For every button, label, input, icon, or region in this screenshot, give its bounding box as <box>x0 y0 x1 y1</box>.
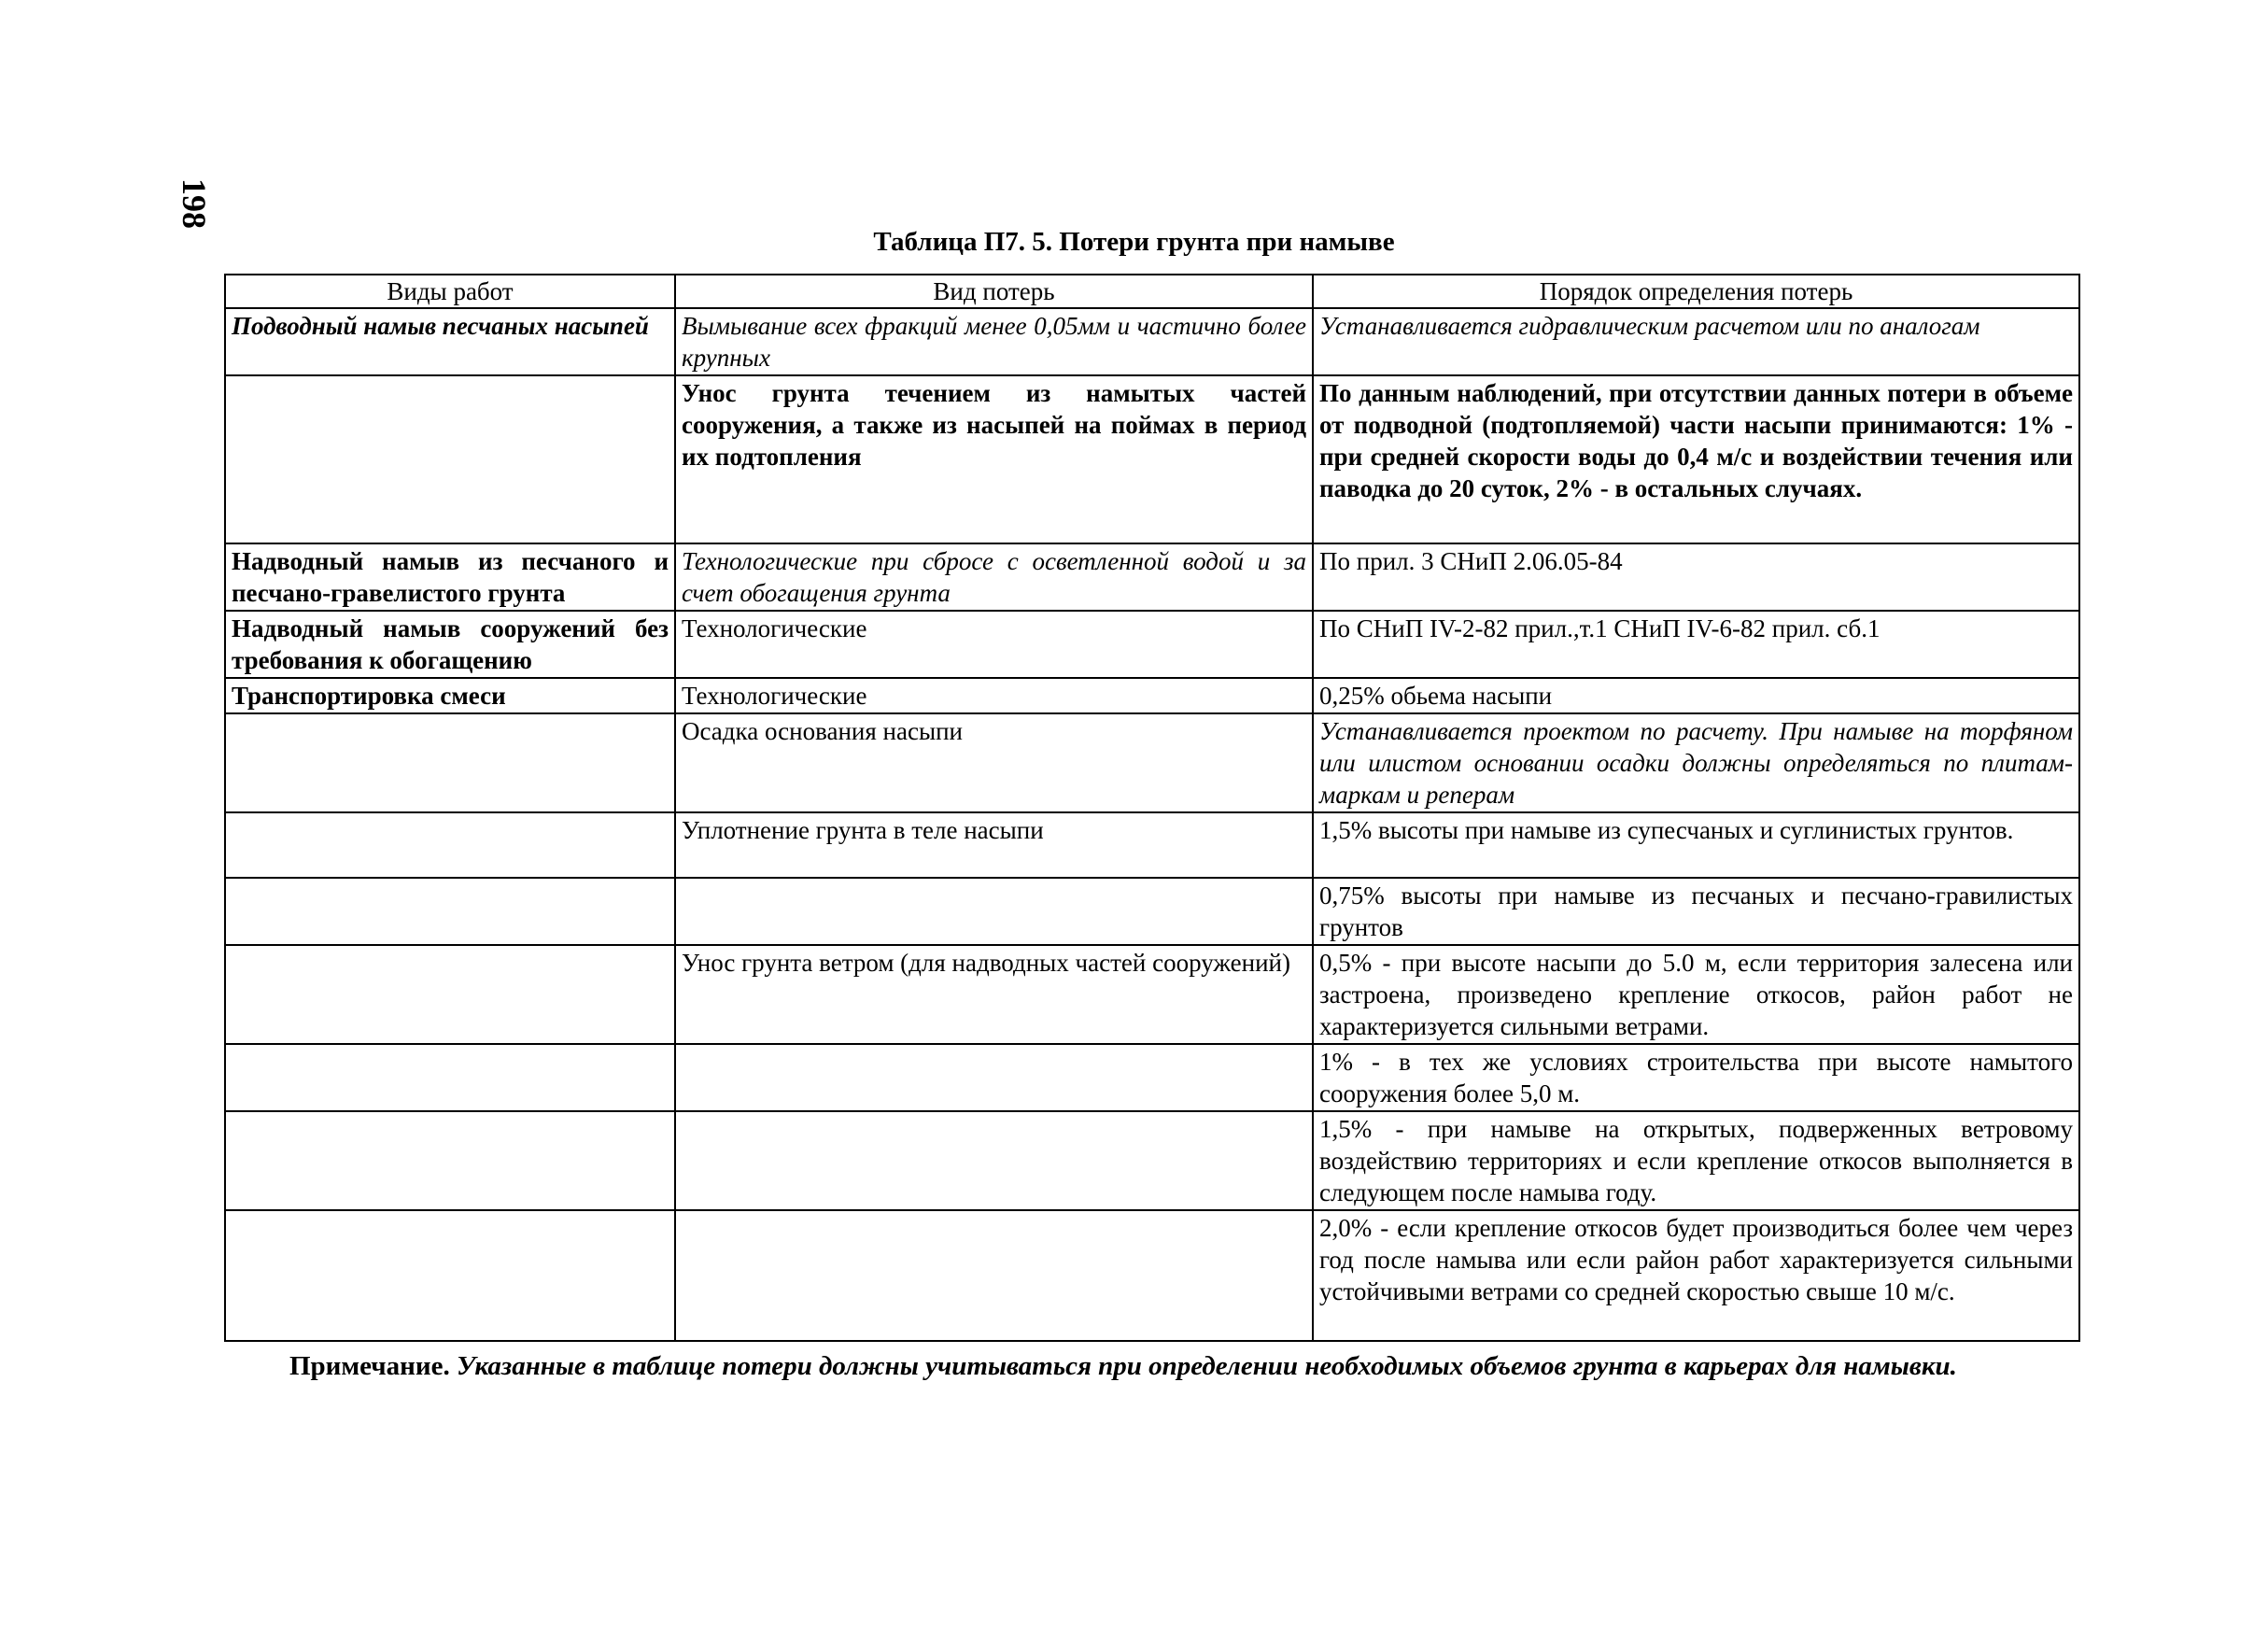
header-work-type: Виды работ <box>225 275 675 308</box>
loss-cell: Унос грунта ветром (для надводных частей сооружений) <box>675 945 1313 1044</box>
method-cell: 1% - в тех же условиях строительства при высоте намытого сооружения более 5,0 м. <box>1313 1044 2079 1111</box>
table-row <box>225 1044 2079 1111</box>
method-cell: По СНиП IV-2-82 прил.,т.1 СНиП IV-6-82 прил. сб.1 <box>1313 611 2079 678</box>
method-cell: 0,5% - при высоте насыпи до 5.0 м, если территория залесена или застроена, произведено крепление откосов, район работ не характеризуется сильными ветрами. <box>1313 945 2079 1044</box>
work-cell <box>225 713 675 812</box>
method-cell: По прил. 3 СНиП 2.06.05-84 <box>1313 543 2079 611</box>
loss-cell: Осадка основания насыпи <box>675 713 1313 812</box>
work-cell: Подводный намыв песчаных насыпей <box>225 308 675 375</box>
work-cell <box>225 1044 675 1111</box>
work-cell <box>225 375 675 543</box>
losses-table <box>224 274 2080 1342</box>
work-cell: Надводный намыв из песчаного и песчано-гравелистого грунта <box>225 543 675 611</box>
table-row <box>225 678 2079 713</box>
table-row <box>225 1111 2079 1210</box>
method-cell: По данным наблюдений, при отсутствии данных потери в объеме от подводной (подтопляемой) части насыпи принимаются: 1% - при средней скорости воды до 0,4 м/с и воздействии течения или паводка до 20 суток, 2% - в остальных случаях. <box>1313 375 2079 543</box>
loss-cell <box>675 1210 1313 1341</box>
work-cell <box>225 945 675 1044</box>
loss-cell <box>675 878 1313 945</box>
note-text: Указанные в таблице потери должны учитываться при определении необходимых объемов грунта в карьерах для намывки. <box>456 1351 1957 1381</box>
work-cell <box>225 1210 675 1341</box>
header-method: Порядок определения потерь <box>1313 275 2079 308</box>
loss-cell: Вымывание всех фракций менее 0,05мм и частично более крупных <box>675 308 1313 375</box>
loss-cell: Технологические <box>675 611 1313 678</box>
table-title: Таблица П7. 5. Потери грунта при намыве <box>873 227 1395 257</box>
table-row <box>225 543 2079 611</box>
loss-cell: Уплотнение грунта в теле насыпи <box>675 812 1313 878</box>
method-cell: 1,5% - при намыве на открытых, подверженных ветровому воздействию территориях и если крепление откосов выполняется в следующем после намыва году. <box>1313 1111 2079 1210</box>
table-row <box>225 611 2079 678</box>
work-cell: Транспортировка смеси <box>225 678 675 713</box>
method-cell: 0,75% высоты при намыве из песчаных и песчано-гравилистых грунтов <box>1313 878 2079 945</box>
page-number: 198 <box>176 178 213 229</box>
loss-cell <box>675 1111 1313 1210</box>
loss-cell <box>675 1044 1313 1111</box>
loss-cell: Унос грунта течением из намытых частей сооружения, а также из насыпей на поймах в период их подтопления <box>675 375 1313 543</box>
method-cell: Устанавливается проектом по расчету. При намыве на торфяном или илистом основании осадки должны определяться по плитам-маркам и реперам <box>1313 713 2079 812</box>
table-row <box>225 1210 2079 1341</box>
table-row <box>225 375 2079 543</box>
work-cell <box>225 878 675 945</box>
method-cell: 2,0% - если крепление откосов будет производиться более чем через год после намыва или если район работ характеризуется сильными устойчивыми ветрами со средней скоростью свыше 10 м/с. <box>1313 1210 2079 1341</box>
work-cell <box>225 1111 675 1210</box>
table-note <box>289 1347 2080 1385</box>
note-label: Примечание. <box>289 1351 450 1381</box>
work-cell: Надводный намыв сооружений без требования к обогащению <box>225 611 675 678</box>
table-row <box>225 308 2079 375</box>
table-row <box>225 878 2079 945</box>
method-cell: Устанавливается гидравлическим расчетом или по аналогам <box>1313 308 2079 375</box>
table-row <box>225 713 2079 812</box>
loss-cell: Технологические при сбросе с осветленной водой и за счет обогащения грунта <box>675 543 1313 611</box>
loss-cell: Технологические <box>675 678 1313 713</box>
header-loss-type: Вид потерь <box>675 275 1313 308</box>
method-cell: 1,5% высоты при намыве из супесчаных и суглинистых грунтов. <box>1313 812 2079 878</box>
table-row <box>225 812 2079 878</box>
table-header-row <box>225 275 2079 308</box>
table-row <box>225 945 2079 1044</box>
method-cell: 0,25% обьема насыпи <box>1313 678 2079 713</box>
work-cell <box>225 812 675 878</box>
